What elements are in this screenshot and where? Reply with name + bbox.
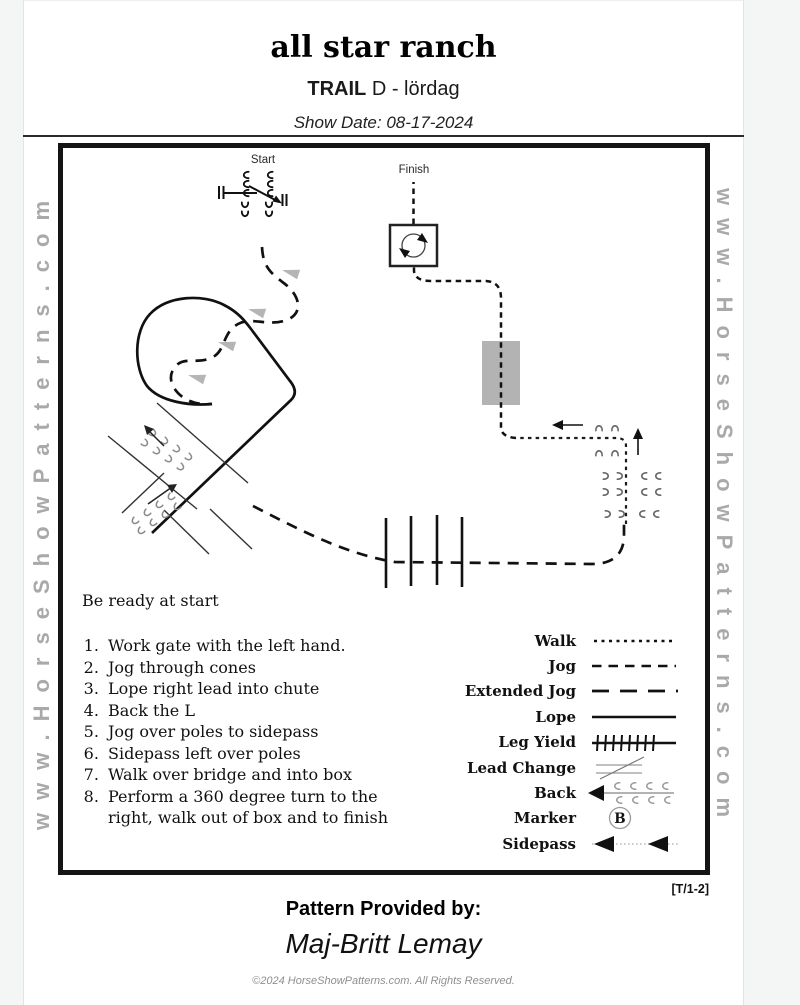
lope-line-symbol	[586, 705, 682, 729]
back-direction-arrows	[144, 425, 177, 504]
back-symbol	[586, 781, 682, 805]
legend-row-walk	[448, 628, 686, 653]
extended-jog-line-symbol	[586, 679, 682, 703]
instruction-step: 6. Sidepass left over poles	[104, 743, 414, 765]
legend-row-leg-yield	[448, 730, 686, 755]
sidepass-hoofprints	[596, 426, 662, 517]
class-line	[23, 78, 744, 101]
instruction-step: 8. Perform a 360 degree turn to the right, walk out of box and to finish	[104, 786, 414, 829]
legend-row-sidepass	[448, 831, 686, 856]
sidepass-path	[516, 438, 626, 524]
legend-label: Sidepass	[502, 834, 576, 853]
marker-symbol	[586, 806, 682, 830]
back-hoofprints-upper	[141, 429, 193, 471]
leg-yield-symbol	[586, 730, 682, 754]
legend-label: Extended Jog	[464, 682, 576, 701]
legend-label: Walk	[534, 631, 576, 650]
provided-by-label: Pattern Provided by:	[285, 898, 482, 920]
ground-poles	[386, 515, 462, 588]
legend-label: Leg Yield	[498, 733, 576, 752]
legend-row-lope	[448, 704, 686, 729]
chute-rails	[108, 403, 252, 554]
legend-row-lead-change	[448, 755, 686, 780]
instruction-step: 7. Walk over bridge and into box	[104, 764, 414, 786]
instruction-step: 4. Back the L	[104, 700, 414, 722]
finish-label: Finish	[398, 164, 430, 176]
walk-path	[414, 267, 516, 438]
legend	[448, 628, 686, 857]
instructions-intro: Be ready at start	[82, 591, 219, 610]
jog-line-symbol	[586, 654, 682, 678]
legend-row-extended-jog	[448, 679, 686, 704]
instruction-step: 3. Lope right lead into chute	[104, 678, 414, 700]
legend-row-jog	[448, 653, 686, 678]
watermark-left: www.HorseShowPatterns.com	[29, 187, 54, 831]
legend-label: Jog	[548, 657, 576, 676]
instruction-step: 1. Work gate with the left hand.	[104, 635, 414, 657]
sidepass-symbol	[586, 832, 682, 856]
instruction-step: 2. Jog through cones	[104, 657, 414, 679]
legend-label: Lead Change	[466, 758, 576, 777]
marker-letter: B	[614, 811, 626, 828]
legend-label: Marker	[513, 809, 576, 828]
start-gate-symbol	[219, 172, 287, 216]
legend-row-marker	[448, 806, 686, 831]
instruction-step: 5. Jog over poles to sidepass	[104, 721, 414, 743]
lead-change-symbol	[586, 756, 682, 780]
walk-line-symbol	[586, 629, 682, 653]
jog-over-poles-path	[253, 506, 624, 564]
class-label: TRAIL	[307, 78, 367, 100]
instructions-block	[82, 591, 414, 829]
jog-serpentine-path	[171, 247, 298, 404]
legend-label: Back	[534, 784, 576, 803]
page-ref: [T/1-2]	[671, 882, 709, 896]
page-title: all star ranch	[270, 30, 497, 65]
show-date: Show Date: 08-17-2024	[293, 113, 474, 132]
legend-label: Lope	[535, 707, 576, 726]
finish-box	[390, 225, 437, 266]
watermark-right: www.HorseShowPatterns.com	[712, 187, 737, 831]
lope-path	[137, 298, 295, 533]
legend-row-back	[448, 780, 686, 805]
header-divider	[23, 135, 744, 137]
start-label: Start	[250, 154, 276, 166]
class-detail: D - lördag	[371, 78, 460, 100]
copyright-note: ©2024 HorseShowPatterns.com. All Rights Reserved.	[252, 975, 515, 987]
provider-name: Maj-Britt Lemay	[285, 928, 482, 959]
instructions-list	[82, 635, 414, 829]
